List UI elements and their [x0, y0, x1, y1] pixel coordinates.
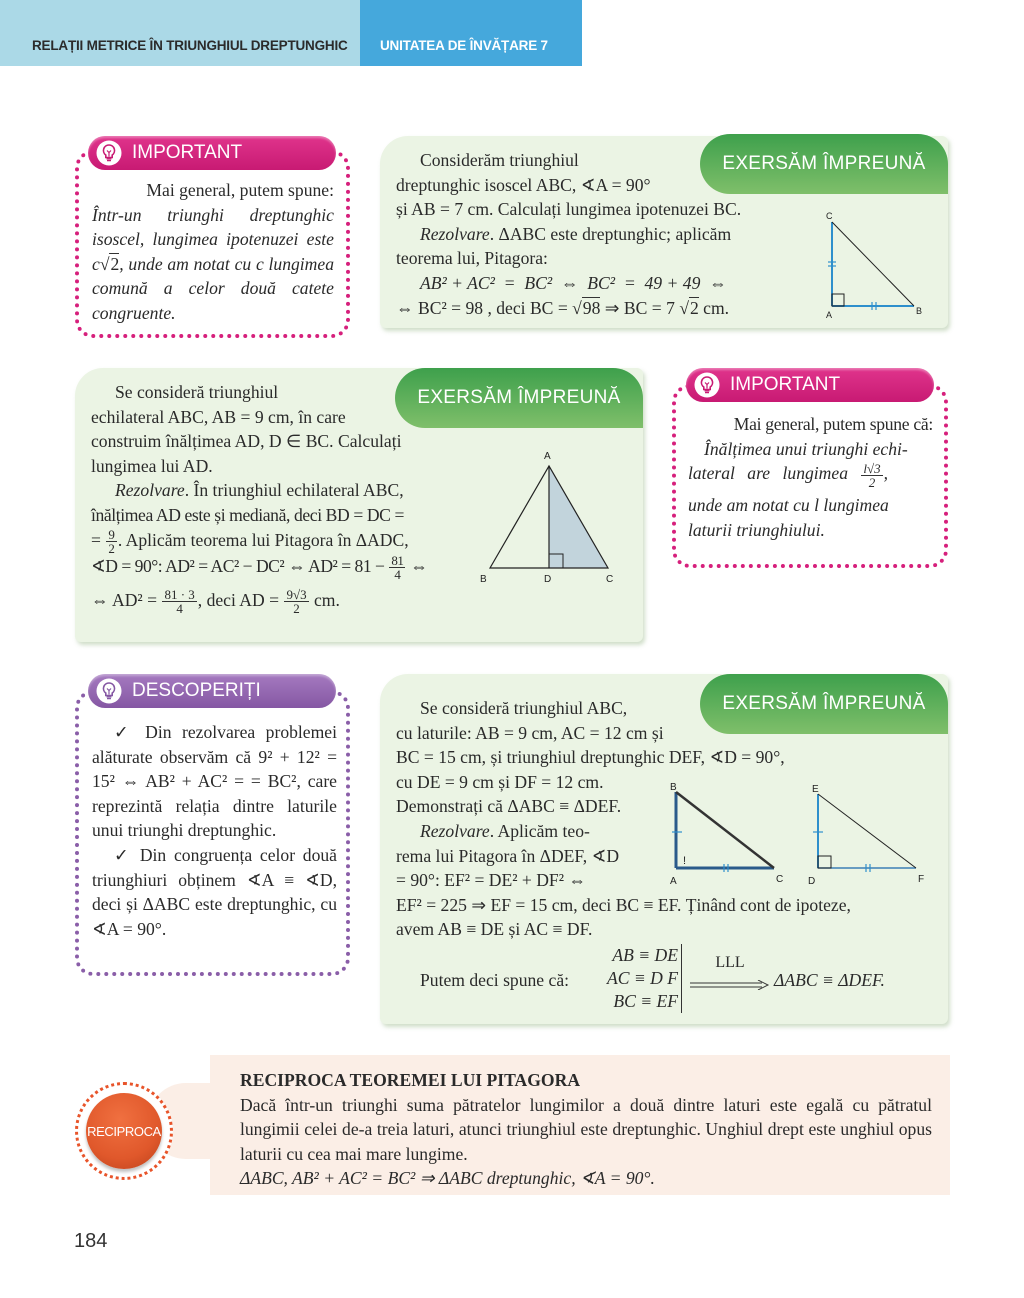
conclusion-result: ΔABC ≡ ΔDEF. [774, 970, 885, 990]
important-label-1 [88, 136, 336, 170]
fraction-numerator: 9 [108, 527, 115, 543]
exercise-tab-label: EXERSĂM ÎMPREUNĂ [722, 153, 926, 174]
ex2-line: . În triunghiul echilateral ABC, [184, 480, 404, 501]
ex3-line: cu DE = 9 cm și DF = 12 cm. [396, 771, 604, 792]
ex3-line: . Aplicăm teo- [489, 820, 590, 841]
unit-title: UNITATEA DE ÎNVĂȚARE 7 [380, 38, 548, 53]
exercise-tab-label: EXERSĂM ÎMPREUNĂ [722, 693, 926, 714]
ex1-equation: ⇔ BC² = 98 , deci BC = √ [396, 297, 582, 318]
important-intro: Mai general, putem spune că: [733, 414, 933, 434]
vertex-label: D [808, 876, 816, 887]
ex2-line: Se consideră triunghiul [115, 382, 279, 402]
reciproca-badge-label: RECIPROCA [87, 1123, 161, 1139]
important-text-2 [688, 412, 933, 542]
fraction-numerator: 81 · 3 [164, 587, 195, 603]
vertex-label: C [826, 211, 833, 221]
important-body: lateral are lungimea [688, 463, 861, 484]
ex1-line: dreptunghic isoscel ABC, ∢A = 90° [396, 174, 651, 195]
system-line: AC ≡ D F [606, 968, 678, 988]
important-text-1: Mai general, putem spune: Într-un triunghi dreptunghic isoscel, lungimea ipotenuzei este c√2, unde am notat cu c lungimea comună a celor două catete congruente. [92, 180, 334, 323]
unit-header [360, 0, 582, 66]
rezolvare-label: Rezolvare [420, 820, 490, 841]
ex2-line: construim înălțimea AD, D ∈ BC. Calculați [91, 431, 402, 452]
ex3-line: = 90°: EF² = DE² + DF² ⇔ [396, 870, 586, 891]
lightbulb-icon [96, 678, 122, 704]
reciproca-text [240, 1068, 932, 1191]
conclusion-text: Putem deci spune că: [420, 970, 570, 990]
vertex-label: A [544, 451, 551, 462]
reciproca-formula: ΔABC, AB² + AC² = BC² ⇒ ΔABC dreptunghic, ∢A = 90°. [240, 1168, 655, 1189]
fraction-denominator: 4 [394, 567, 401, 583]
fraction-numerator: 9√3 [286, 587, 307, 603]
fraction-numerator: l√3 [863, 460, 881, 476]
sqrt-value: 2 [689, 297, 699, 318]
discover-label [88, 674, 336, 708]
vertex-label: D [544, 574, 552, 585]
vertex-label: A [670, 876, 677, 887]
exercise-text-2 [91, 380, 455, 622]
fraction-denominator: 4 [176, 601, 183, 617]
fraction-denominator: 2 [108, 541, 115, 557]
exercise-tab-label: EXERSĂM ÎMPREUNĂ [417, 387, 621, 408]
sqrt-value: 98 [582, 297, 601, 318]
important-body: Înălțimea unui triunghi echi- [704, 438, 908, 459]
triangle-def-figure [806, 780, 936, 888]
ex2-equation: cm. [309, 589, 340, 610]
vertex-label: B [670, 782, 677, 793]
ex1-line: Considerăm triunghiul [420, 150, 579, 170]
ex2-line: echilateral ABC, AB = 9 cm, în care [91, 406, 346, 427]
vertex-label: C [776, 874, 784, 885]
chapter-header [0, 0, 360, 66]
fraction-numerator: 81 [391, 553, 404, 569]
important-body-b: , unde am notat cu c lungimea comună a celor două catete congruente. [92, 253, 334, 323]
important-intro: Mai general, putem spune: [146, 180, 334, 200]
ex3-line: EF² = 225 ⇒ EF = 15 cm, deci BC ≡ EF. Ținând cont de ipoteze, [396, 894, 851, 915]
lightbulb-icon [694, 372, 720, 398]
ex2-equation: ⇔ [406, 555, 428, 576]
ex3-line: avem AB ≡ DE și AC ≡ DF. [396, 919, 593, 940]
ex2-line: lungimea lui AD. [91, 455, 213, 476]
unknown-angle-mark: ! [683, 855, 687, 867]
rezolvare-label: Rezolvare [420, 223, 490, 244]
important-label-text: IMPORTANT [132, 142, 243, 163]
conclusion-row [420, 944, 940, 1016]
lll-arrow [690, 954, 770, 997]
discover-paragraph: ✓ Din congruența celor două triunghiuri obținem ∢A ≡ ∢D, deci și ΔABC este dreptunghic, cu ∢A = 90°. [92, 844, 337, 939]
important-label-2 [686, 368, 934, 402]
reciproca-body: Dacă într-un triunghi suma pătratelor lungimilor a două dintre laturi este egală cu pătratul lungimii celei de-a treia laturi, atunci triunghiul este dreptunghic. Unghiul drept este unghiul opus laturii cu cea mai mare lungime. [240, 1094, 932, 1164]
ex2-equation: ⇔ AD² = [91, 589, 162, 610]
lightbulb-icon [96, 140, 122, 166]
system-line: BC ≡ EF [613, 991, 678, 1011]
reciproca-badge-inner [86, 1093, 162, 1169]
ex2-equation: , deci AD = [197, 589, 284, 610]
ex1-equation: AB² + AC² = BC² ⇔ BC² = 49 + 49 ⇔ [420, 272, 727, 293]
ex1-line: . ΔABC este dreptunghic; aplicăm [489, 223, 732, 244]
vertex-label: A [826, 310, 833, 320]
right-isosceles-triangle-figure [820, 210, 930, 320]
vertex-label: B [480, 574, 487, 585]
ex3-line: Demonstrați că ΔABC ≡ ΔDEF. [396, 796, 622, 817]
vertex-label: F [918, 874, 925, 885]
ex1-equation: cm. [698, 297, 730, 318]
system-line: AB ≡ DE [612, 945, 678, 965]
exercise-text-1 [396, 148, 806, 320]
triangle-abc-figure [664, 780, 794, 888]
ex3-line: BC = 15 cm, și triunghiul dreptunghic DEF, ∢D = 90°, [396, 747, 785, 768]
discover-paragraph: ✓ Din rezolvarea problemei alăturate observăm că 9² + 12² = 15² ⇔ AB² + AC² = = BC², care reprezintă relația dintre laturile unui triunghi dreptunghic. [92, 722, 337, 841]
ex3-line: rema lui Pitagora în ΔDEF, ∢D [396, 845, 620, 866]
fraction-denominator: 2 [868, 474, 876, 490]
reciproca-title: RECIPROCA TEOREMEI LUI PITAGORA [240, 1070, 581, 1090]
vertex-label: B [916, 306, 923, 316]
ex1-equation: ⇒ BC = 7 √ [600, 297, 689, 318]
important-body: , [883, 463, 889, 484]
vertex-label: C [606, 574, 614, 585]
ex2-line: . Aplicăm teorema lui Pitagora în ΔADC, [117, 529, 409, 550]
ex1-line: teorema lui, Pitagora: [396, 248, 548, 269]
important-label-text: IMPORTANT [730, 374, 841, 395]
ex2-line: = [91, 529, 106, 550]
rezolvare-label: Rezolvare [115, 480, 185, 501]
vertex-label: E [812, 784, 819, 795]
equilateral-triangle-figure [478, 446, 628, 588]
ex2-equation: ∢D = 90°: AD² = AC² − DC² ⇔ AD² = 81 − [91, 555, 389, 576]
ex1-line: și AB = 7 cm. Calculați lungimea ipotenuzei BC. [396, 199, 742, 220]
reciproca-badge [75, 1082, 173, 1180]
discover-text [92, 720, 337, 941]
important-body: unde am notat cu l lungimea laturii triunghiului. [688, 495, 889, 540]
fraction-denominator: 2 [293, 601, 300, 617]
page-number: 184 [74, 1230, 108, 1252]
important-body-a: Într-un triunghi dreptunghic isoscel, lungimea ipotenuzei este c [92, 204, 334, 274]
ex2-line: înălțimea AD este și mediană, deci BD = DC = [91, 504, 404, 525]
sqrt-value: 2 [110, 253, 120, 274]
arrow-label: LLL [715, 954, 745, 971]
ex3-line: cu laturile: AB = 9 cm, AC = 12 cm și [396, 722, 664, 743]
congruence-system [606, 944, 682, 1013]
double-arrow-icon [690, 980, 770, 990]
ex3-line: Se consideră triunghiul ABC, [420, 698, 628, 718]
chapter-title: RELAȚII METRICE ÎN TRIUNGHIUL DREPTUNGHIC [32, 38, 348, 53]
discover-label-text: DESCOPERIȚI [132, 680, 261, 701]
